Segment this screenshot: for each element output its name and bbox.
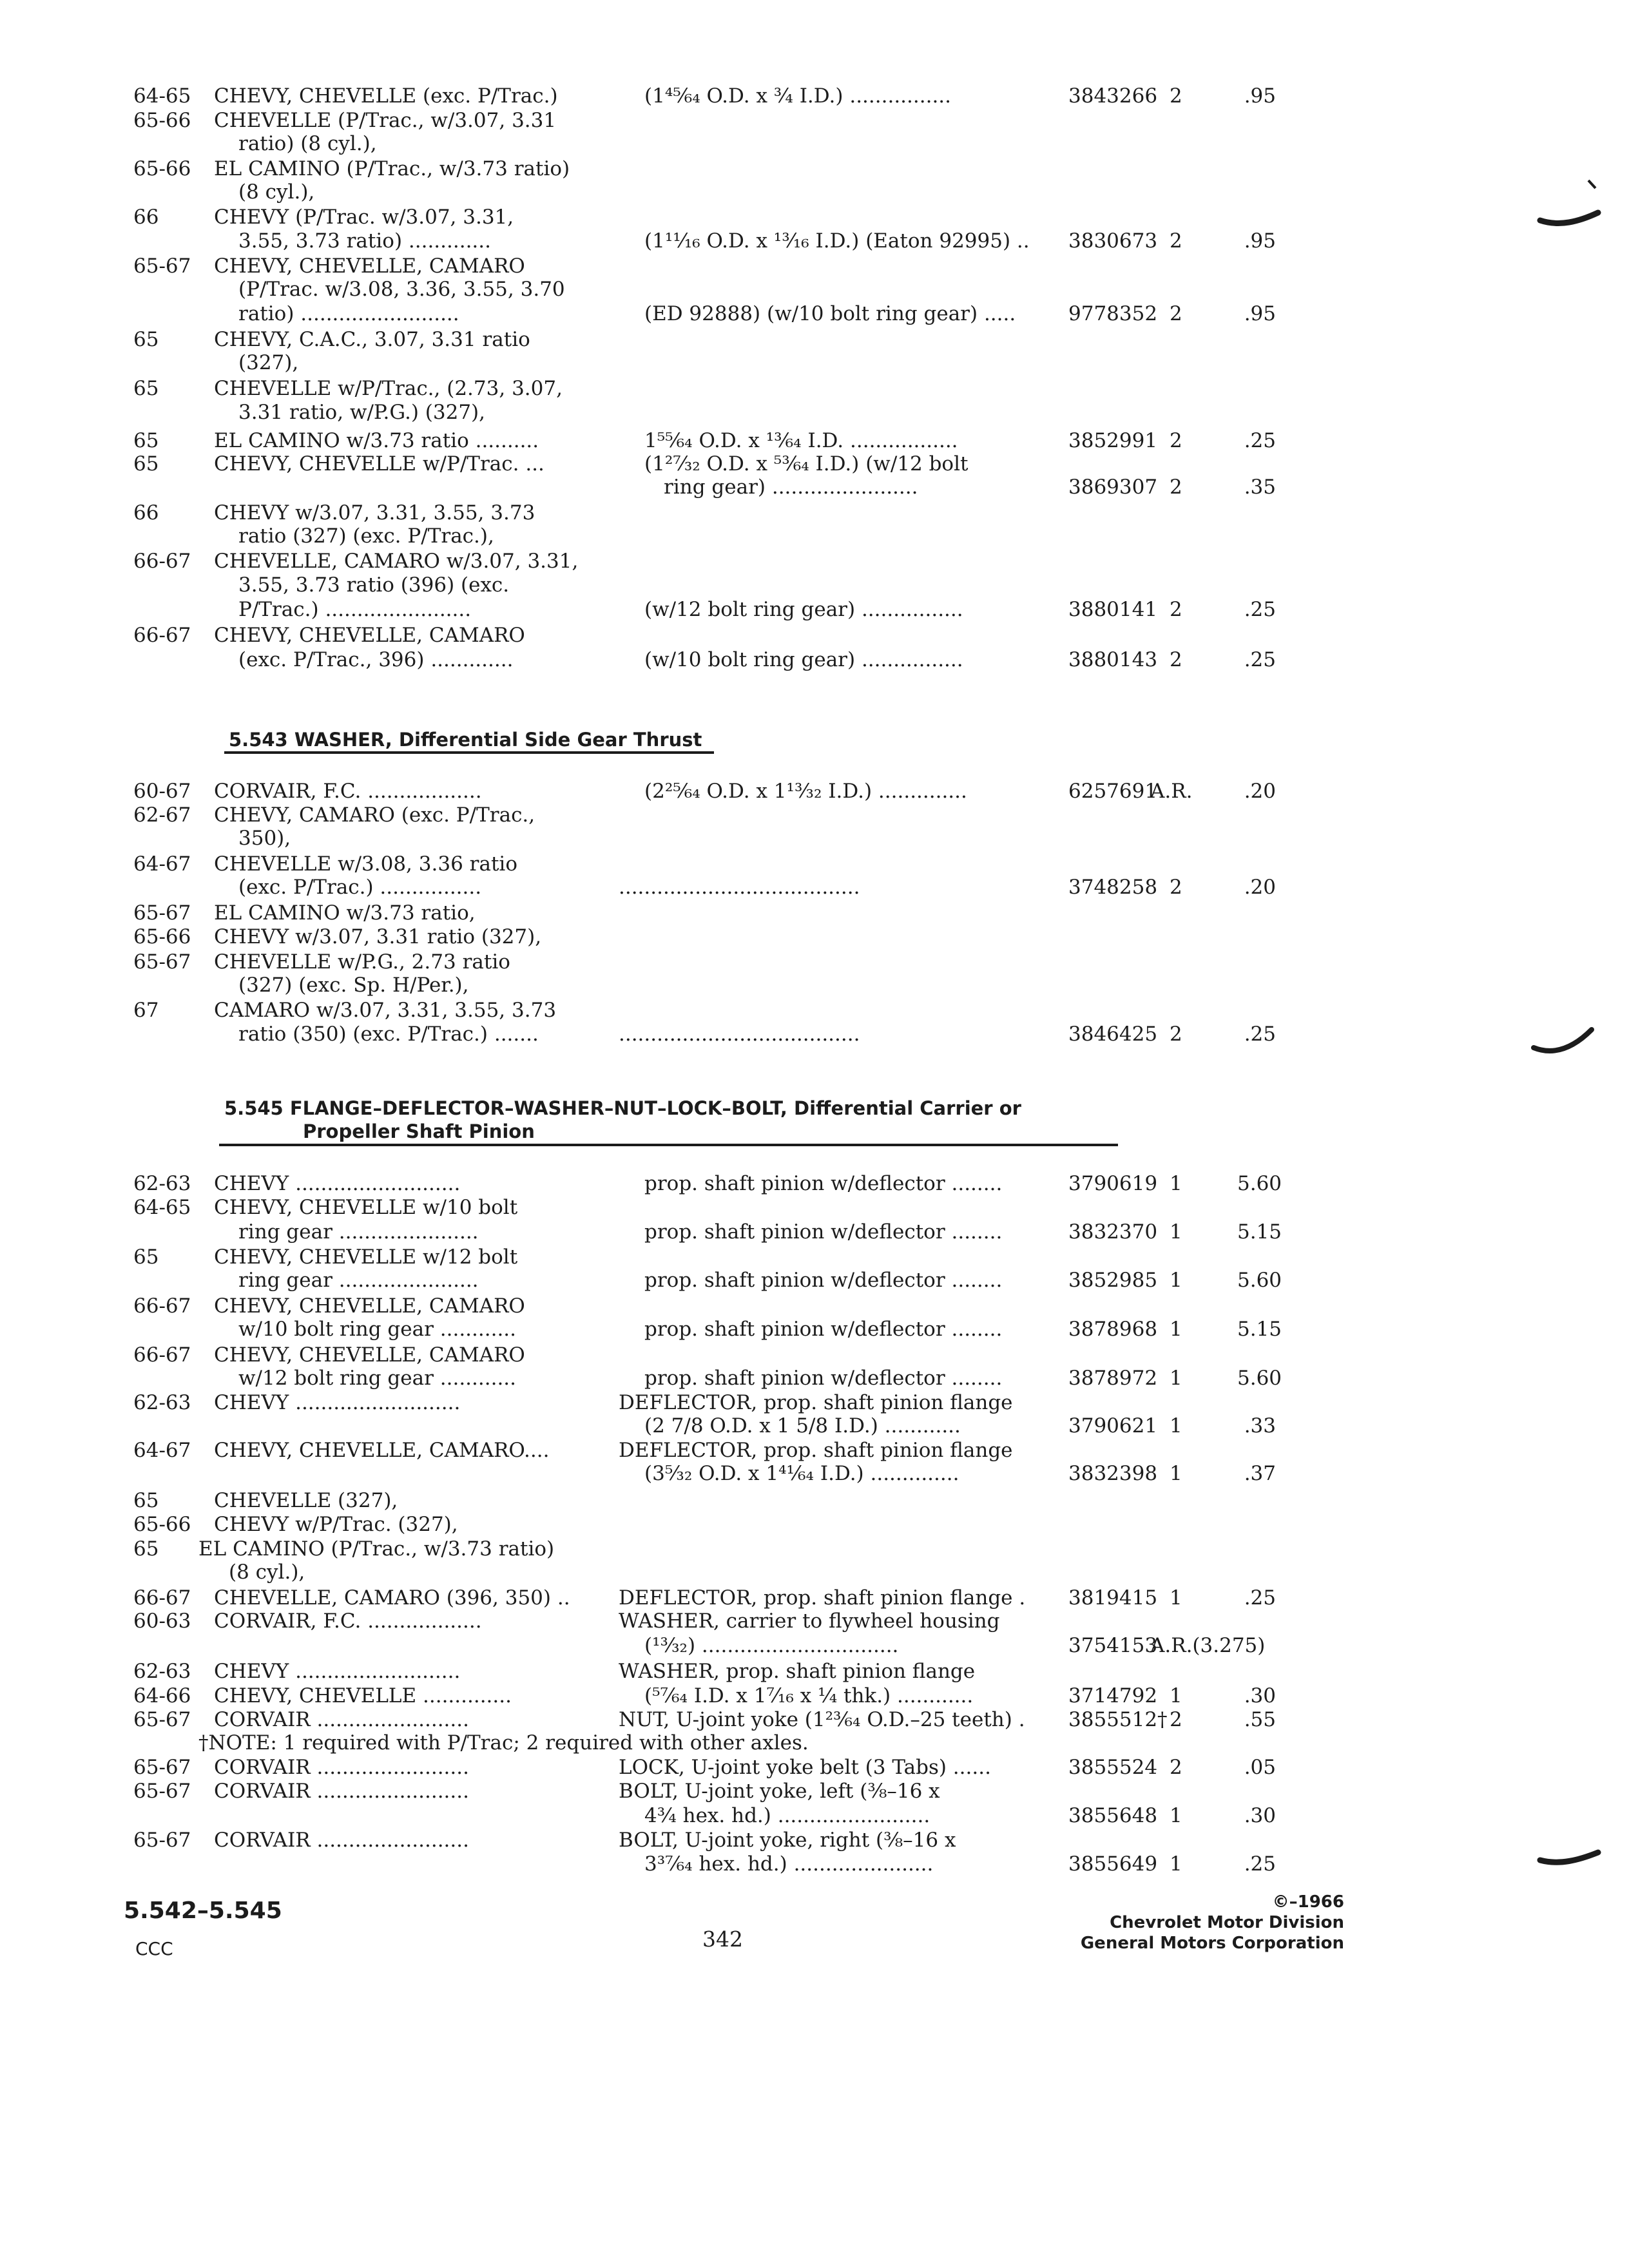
table-row: 64-67 CHEVELLE w/3.08, 3.36 ratio — [133, 852, 517, 876]
table-row: 64-65 CHEVY, CHEVELLE (exc. P/Trac.) (1⁴⁵⁄₆₄ O.D. x ³⁄₄ I.D.) ................ 3843266 2 .95 — [133, 84, 1276, 108]
table-row: 67 CAMARO w/3.07, 3.31, 3.55, 3.73 — [133, 999, 557, 1022]
table-row: 60-63 CORVAIR, F.C. .................. WASHER, carrier to flywheel housing — [133, 1610, 1000, 1633]
table-row: 64-65 CHEVY, CHEVELLE w/10 bolt — [133, 1196, 518, 1219]
table-row: 66-67 CHEVELLE, CAMARO (396, 350) .. DEFLECTOR, prop. shaft pinion flange . 3819415 1 .25 — [133, 1586, 1276, 1610]
table-row: (exc. P/Trac., 396) ............. (w/10 bolt ring gear) ................ 3880143 2 .25 — [238, 648, 1276, 671]
table-row: 3.31 ratio, w/P.G.) (327), — [238, 401, 486, 424]
table-row: 65 CHEVELLE (327), — [133, 1489, 398, 1512]
table-row: 62-67 CHEVY, CAMARO (exc. P/Trac., — [133, 803, 535, 827]
table-row: 4³⁄₄ hex. hd.) ........................ 3855648 1 .30 — [644, 1804, 1276, 1827]
scan-mark — [1534, 1833, 1605, 1872]
table-row: 66 CHEVY (P/Trac. w/3.07, 3.31, — [133, 206, 514, 229]
division-name: Chevrolet Motor Division — [1110, 1913, 1344, 1932]
table-row: 65 CHEVY, CHEVELLE w/P/Trac. ... (1²⁷⁄₃₂ O.D. x ⁵³⁄₆₄ I.D.) (w/12 bolt — [133, 452, 969, 476]
table-row: 65-67 CORVAIR ........................ NUT, U-joint yoke (1²³⁄₆₄ O.D.–25 teeth) . 3855512† 2 .55 — [133, 1708, 1276, 1731]
table-row: ratio) (8 cyl.), — [238, 132, 377, 155]
table-row: 64-66 CHEVY, CHEVELLE .............. (⁵⁷⁄₆₄ I.D. x 1⁷⁄₁₆ x ¹⁄₄ thk.) ............ 3714792 1 .30 — [133, 1684, 1276, 1707]
table-row: ring gear ...................... prop. shaft pinion w/deflector ........ 3832370 1 5.15 — [238, 1220, 1282, 1244]
footnote: †NOTE: 1 required with P/Trac; 2 required with other axles. — [198, 1731, 809, 1754]
table-row: (327) (exc. Sp. H/Per.), — [238, 974, 469, 997]
table-row: 64-67 CHEVY, CHEVELLE, CAMARO.... DEFLECTOR, prop. shaft pinion flange — [133, 1439, 1013, 1462]
table-row: 65-67 CHEVY, CHEVELLE, CAMARO — [133, 255, 525, 278]
table-row: w/12 bolt ring gear ............ prop. shaft pinion w/deflector ........ 3878972 1 5.60 — [238, 1367, 1282, 1390]
document-code: CCC — [135, 1938, 173, 1959]
table-row: (3⁵⁄₃₂ O.D. x 1⁴¹⁄₆₄ I.D.) .............. 3832398 1 .37 — [644, 1462, 1276, 1485]
page-number: 342 — [702, 1927, 743, 1952]
table-row: 65-66 EL CAMINO (P/Trac., w/3.73 ratio) — [133, 157, 570, 180]
table-row: (¹³⁄₃₂) ............................... 3754153 A.R.(3.275) — [644, 1634, 1266, 1657]
table-row: ratio (350) (exc. P/Trac.) ....... ...................................... 3846425 2 .25 — [238, 1023, 1276, 1046]
table-row: (exc. P/Trac.) ................ ...................................... 3748258 2 .20 — [238, 876, 1276, 899]
table-row: 66-67 CHEVELLE, CAMARO w/3.07, 3.31, — [133, 550, 579, 573]
table-row: 65 CHEVY, C.A.C., 3.07, 3.31 ratio — [133, 328, 530, 351]
table-row: 65-67 CORVAIR ........................ LOCK, U-joint yoke belt (3 Tabs) ...... 3855524 2 .05 — [133, 1756, 1276, 1779]
table-row: 65-67 CORVAIR ........................ BOLT, U-joint yoke, left (³⁄₈–16 x — [133, 1780, 940, 1803]
table-row: 65-66 CHEVY w/P/Trac. (327), — [133, 1513, 458, 1536]
table-row: ratio) ......................... (ED 92888) (w/10 bolt ring gear) ..... 9778352 2 .95 — [238, 302, 1276, 325]
section-545-rule — [219, 1144, 1118, 1146]
table-row: (P/Trac. w/3.08, 3.36, 3.55, 3.70 — [238, 278, 565, 301]
scan-mark — [1527, 1018, 1598, 1063]
table-row: 65-67 CHEVELLE w/P.G., 2.73 ratio — [133, 950, 510, 974]
section-543-rule — [224, 751, 714, 754]
table-row: 65 CHEVELLE w/P/Trac., (2.73, 3.07, — [133, 377, 563, 400]
table-row: 65 CHEVY, CHEVELLE w/12 bolt — [133, 1245, 518, 1269]
section-543-title: 5.543 WASHER, Differential Side Gear Thrust — [229, 729, 702, 751]
scan-mark — [1534, 168, 1605, 232]
table-row: ring gear ...................... prop. shaft pinion w/deflector ........ 3852985 1 5.60 — [238, 1269, 1282, 1292]
table-row: 65 EL CAMINO w/3.73 ratio .......... 1⁵⁵⁄₆₄ O.D. x ¹³⁄₆₄ I.D. ................. 3852991 2 .25 — [133, 429, 1276, 452]
table-row: 350), — [238, 827, 291, 850]
table-row: 66-67 CHEVY, CHEVELLE, CAMARO — [133, 1343, 525, 1367]
section-545-title: 5.545 FLANGE–DEFLECTOR–WASHER–NUT–LOCK–BOLT, Differential Carrier or — [224, 1097, 1021, 1119]
table-row: P/Trac.) ....................... (w/12 bolt ring gear) ................ 3880141 2 .25 — [238, 598, 1276, 621]
table-row: (2 7/8 O.D. x 1 5/8 I.D.) ............ 3790621 1 .33 — [644, 1414, 1276, 1437]
table-row: w/10 bolt ring gear ............ prop. shaft pinion w/deflector ........ 3878968 1 5.15 — [238, 1318, 1282, 1341]
table-row: (8 cyl.), — [229, 1561, 305, 1584]
table-row: 3.55, 3.73 ratio (396) (exc. — [238, 573, 510, 597]
table-row: 62-63 CHEVY .......................... DEFLECTOR, prop. shaft pinion flange — [133, 1391, 1013, 1414]
table-row: 65-66 CHEVY w/3.07, 3.31 ratio (327), — [133, 925, 542, 948]
section-545-subtitle: Propeller Shaft Pinion — [303, 1120, 535, 1142]
table-row: ratio (327) (exc. P/Trac.), — [238, 524, 494, 548]
table-row: 65-67 EL CAMINO w/3.73 ratio, — [133, 901, 476, 925]
table-row: 3.55, 3.73 ratio) ............. (1¹¹⁄₁₆ O.D. x ¹³⁄₁₆ I.D.) (Eaton 92995) .. 3830673 2 .95 — [238, 229, 1276, 253]
table-row: 65-67 CORVAIR ........................ BOLT, U-joint yoke, right (³⁄₈–16 x — [133, 1829, 956, 1852]
table-row: (8 cyl.), — [238, 180, 315, 204]
table-row: 66-67 CHEVY, CHEVELLE, CAMARO — [133, 1294, 525, 1318]
section-range: 5.542–5.545 — [124, 1898, 282, 1924]
table-row: 66 CHEVY w/3.07, 3.31, 3.55, 3.73 — [133, 501, 535, 524]
table-row: 65 EL CAMINO (P/Trac., w/3.73 ratio) — [133, 1537, 555, 1561]
table-row: 62-63 CHEVY .......................... prop. shaft pinion w/deflector ........ 3790619 1 5.60 — [133, 1172, 1282, 1195]
table-row: (327), — [238, 351, 299, 374]
corporation-name: General Motors Corporation — [1080, 1934, 1344, 1953]
table-row: 66-67 CHEVY, CHEVELLE, CAMARO — [133, 624, 525, 647]
table-row: ring gear) ....................... 3869307 2 .35 — [664, 476, 1276, 499]
table-row: 62-63 CHEVY .......................... WASHER, prop. shaft pinion flange — [133, 1660, 976, 1683]
table-row: 3³⁷⁄₆₄ hex. hd.) ...................... 3855649 1 .25 — [644, 1852, 1276, 1876]
table-row: 60-67 CORVAIR, F.C. .................. (2²⁵⁄₆₄ O.D. x 1¹³⁄₃₂ I.D.) .............. 6257691 A.R. .20 — [133, 780, 1276, 803]
table-row: 65-66 CHEVELLE (P/Trac., w/3.07, 3.31 — [133, 109, 557, 132]
copyright: ©–1966 — [1272, 1892, 1344, 1912]
